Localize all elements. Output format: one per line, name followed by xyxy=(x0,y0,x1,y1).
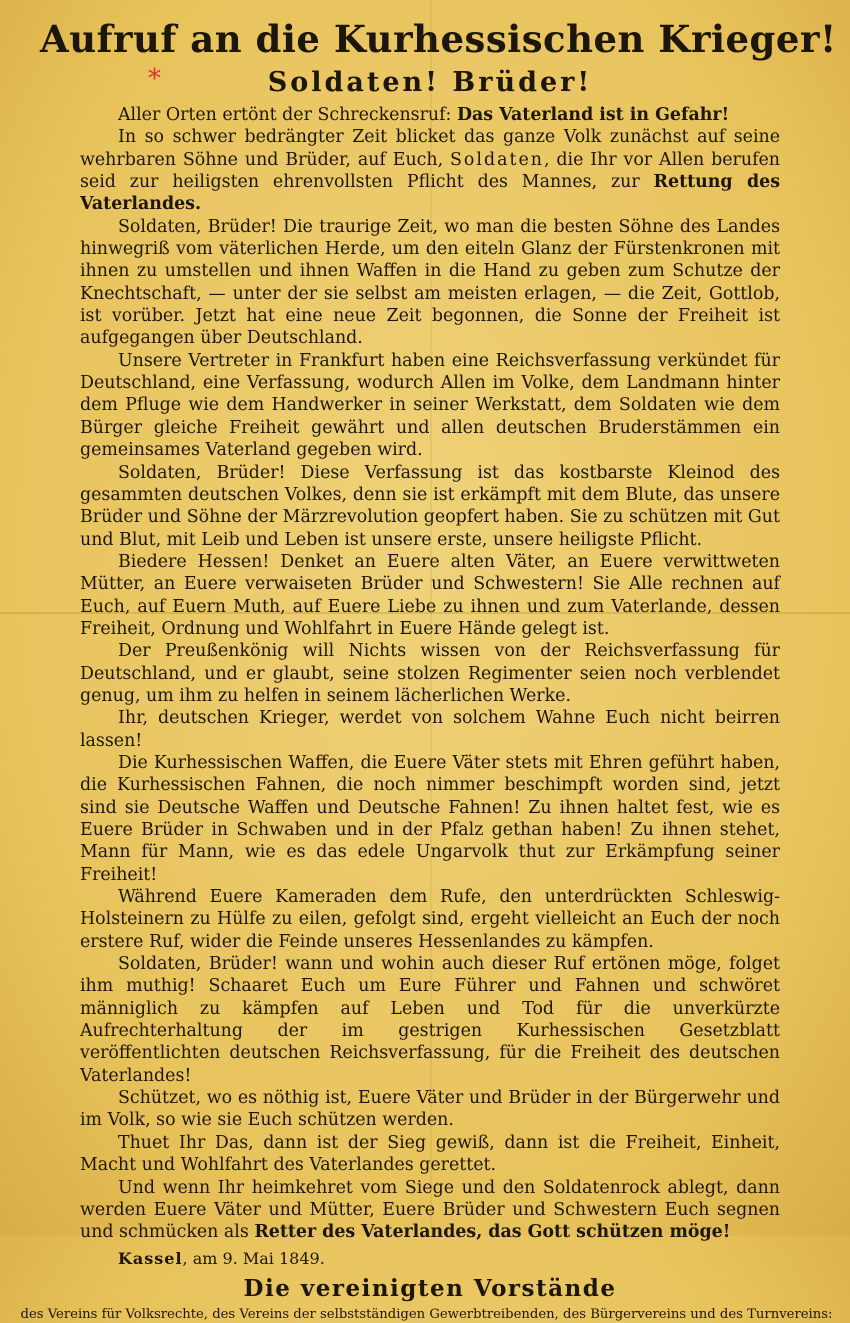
paper-fold-vertical xyxy=(430,0,432,1235)
paragraph-4: Unsere Vertreter in Frankfurt haben eine Reichsverfassung verkündet für Deutschland, eine Verfassung, wodurch Allen im Volke, dem Landmann hinter dem Pfluge wie dem Handwerker in seiner Werkstatt, dem Soldaten wie dem Bürger gleiche Freiheit gewährt und allen deutschen Bruderstämmen ein gemeinsames Vaterland gegeben wird. xyxy=(80,350,780,461)
paragraph-1: Aller Orten ertönt der Schreckensruf: Das Vaterland ist in Gefahr! xyxy=(118,105,730,125)
paragraph-11: Soldaten, Brüder! wann und wohin auch dieser Ruf ertönen möge, folget ihm muthig! Schaaret Euch um Eure Führer und Fahnen und schwöret männiglich zu kämpfen auf Leben und Tod für die unverkürzte Aufrechterhaltung der im gestrigen Kurhessischen Gesetzblatt veröffentlichten deutschen Reichsverfassung, für die Freiheit des deutschen Vaterlandes! xyxy=(80,954,780,1086)
emphasis-danger: Das Vaterland ist in Gefahr! xyxy=(456,105,730,125)
red-asterisk-mark: * xyxy=(148,64,164,94)
paragraph-7: Der Preußenkönig will Nichts wissen von der Reichsverfassung für Deutschland, und er glaubt, seine stolzen Regimenter seien noch verblendet genug, um ihm zu helfen in seinem lächerlichen Werke. xyxy=(80,641,780,706)
poster-subtitle xyxy=(80,66,780,100)
signers-line: des Vereins für Volksrechte, des Vereins der selbstständigen Gewerbtreibenden, des Bürgervereins und des Turnvereins: xyxy=(20,1306,833,1322)
paragraph-10: Während Euere Kameraden dem Rufe, den unterdrückten Schleswig-Holsteinern zu Hülfe zu eilen, gefolgt sind, ergeht vielleicht an Euch der noch erstere Ruf, wider die Feinde unseres Hessenlandes zu kämpfen. xyxy=(80,887,780,952)
subtitle-text: Soldaten! Brüder! xyxy=(267,67,593,98)
paragraph-8: Ihr, deutschen Krieger, werdet von solchem Wahne Euch nicht beirren lassen! xyxy=(80,708,780,751)
poster-title: Aufruf an die Kurhessischen Krieger! xyxy=(40,17,837,61)
spaced-word: Soldaten xyxy=(450,149,544,170)
signers-title: Die vereinigten Vorstände xyxy=(243,1274,617,1302)
paragraph-5: Soldaten, Brüder! Diese Verfassung ist das kostbarste Kleinod des gesammten deutschen Volkes, denn sie ist erkämpft mit dem Blute, das unsere Brüder und Söhne der Märzrevolution geopfert haben. Sie zu schützen mit Gut und Blut, mit Leib und Leben ist unsere erste, unsere heiligste Pflicht. xyxy=(80,462,780,550)
emphasis-saviours: Retter des Vaterlandes, das Gott schützen möge! xyxy=(254,1222,731,1243)
dateline-date: , am 9. Mai 1849. xyxy=(182,1248,325,1268)
paragraph-6: Biedere Hessen! Denket an Euere alten Väter, an Euere verwittweten Mütter, an Euere verwaiseten Brüder und Schwestern! Sie Alle rechnen auf Euch, auf Euern Muth, auf Euere Liebe zu ihnen und zum Vaterlande, dessen Freiheit, Ordnung und Wohlfahrt in Euere Hände gelegt ist. xyxy=(80,551,780,639)
paragraph-12: Schützet, wo es nöthig ist, Euere Väter und Brüder in der Bürgerwehr und im Volk, so wie sie Euch schützen werden. xyxy=(80,1088,780,1131)
paper-fold-horizontal xyxy=(0,612,850,614)
paragraph-13: Thuet Ihr Das, dann ist der Sieg gewiß, dann ist die Freiheit, Einheit, Macht und Wohlfahrt des Vaterlandes gerettet. xyxy=(80,1132,780,1176)
emphasis-rescue: Rettung des Vaterlandes. xyxy=(80,172,780,215)
paragraph-14: Und wenn Ihr heimkehret vom Siege und den Soldatenrock ablegt, dann werden Euere Väter und Mütter, Euere Brüder und Schwestern Euch segnen und schmücken als Retter des Vaterlandes, das Gott schützen möge! xyxy=(80,1177,780,1243)
paragraph-2: In so schwer bedrängter Zeit blicket das ganze Volk zunächst auf seine wehrbaren Söhne und Brüder, auf Euch, Soldaten, die Ihr vor Allen berufen seid zur heiligsten ehrenvollsten Pflicht des Mannes, zur Rettung des Vaterlandes. xyxy=(80,127,780,215)
dateline-place: Kassel xyxy=(118,1248,183,1268)
paragraph-9: Die Kurhessischen Waffen, die Euere Väter stets mit Ehren geführt haben, die Kurhessischen Fahnen, die noch nimmer beschimpft worden sind, jetzt sind sie Deutsche Waffen und Deutsche Fahnen! Zu ihnen haltet fest, wie es Euere Brüder in Schwaben und in der Pfalz gethan haben! Zu ihnen stehet, Mann für Mann, wie es das edele Ungarvolk thut zur Erkämpfung seiner Freiheit! xyxy=(80,752,780,885)
dateline xyxy=(118,1248,780,1270)
paragraph-3: Soldaten, Brüder! Die traurige Zeit, wo man die besten Söhne des Landes hinwegriß vom väterlichen Herde, um den eiteln Glanz der Fürstenkronen mit ihnen zu umstellen und ihnen Waffen in die Hand zu geben zum Schutze der Knechtschaft, — unter der sie selbst am meisten erlagen, — die Zeit, Gottlob, ist vorüber. Jetzt hat eine neue Zeit begonnen, die Sonne der Freiheit ist aufgegangen über Deutschland. xyxy=(80,216,780,349)
